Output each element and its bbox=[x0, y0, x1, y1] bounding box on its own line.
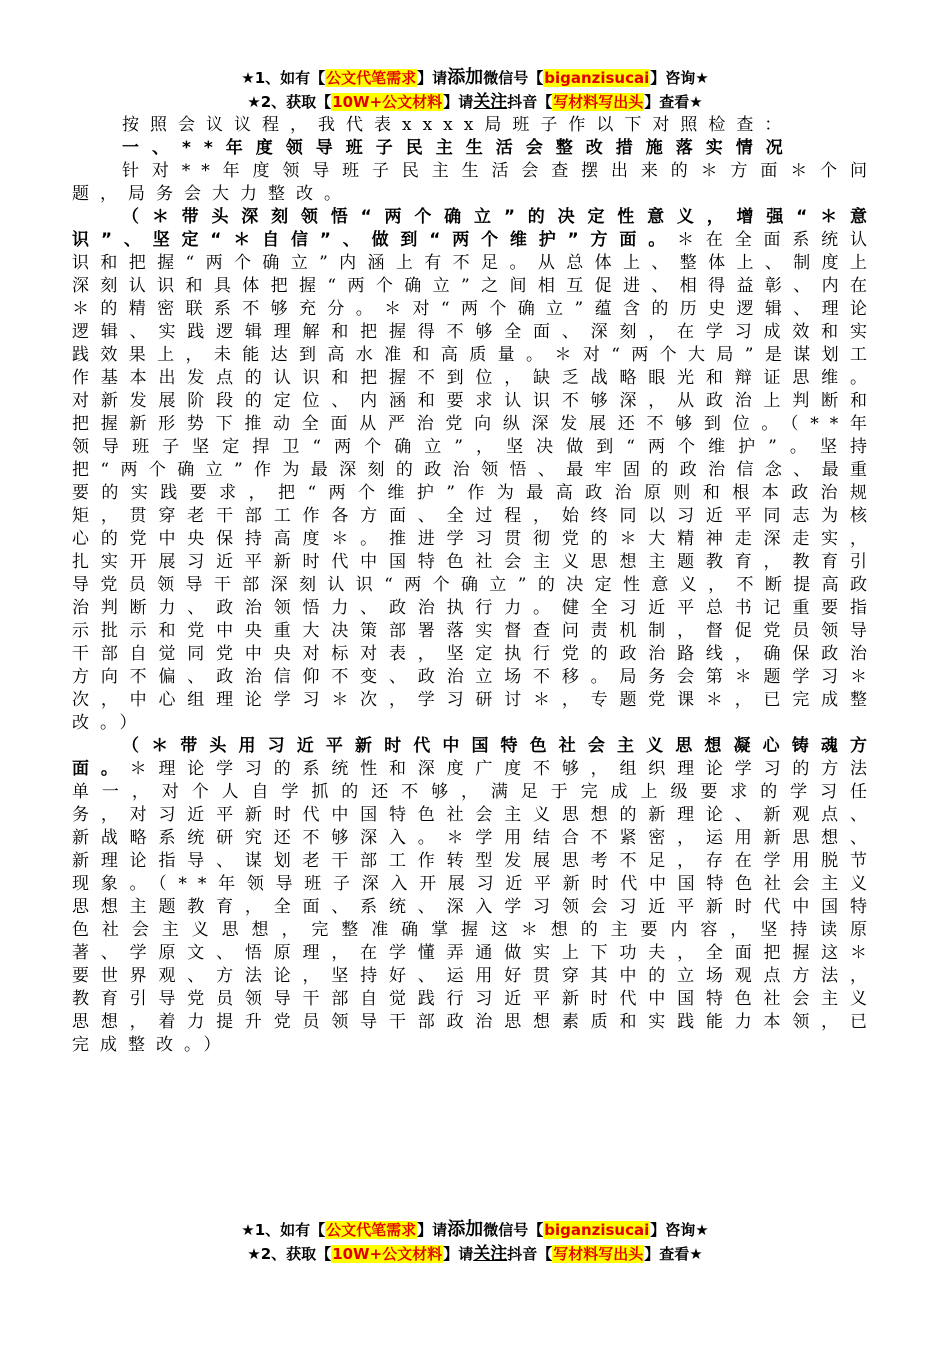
paragraph-3 bbox=[72, 735, 878, 1057]
banner-text: 】咨询★ bbox=[650, 1221, 709, 1239]
banner-highlight: 公文代笔需求 bbox=[326, 69, 417, 87]
banner-line-2 bbox=[72, 1242, 878, 1266]
banner-emphasis: 关注 bbox=[473, 1244, 508, 1264]
banner-text: 】咨询★ bbox=[650, 69, 709, 87]
document-body bbox=[72, 114, 878, 1057]
paragraph-3-text: ＊理论学习的系统性和深度广度不够，组织理论学习的方法单一，对个人自学抓的还不够，满足于完成上级要求的学习任务，对习近平新时代中国特色社会主义思想的新理论、新观点、新战略系统研究还不够深入。＊学用结合不紧密，运用新思想、新理论指导、谋划老干部工作转型发展思考不足，存在学用脱节现象。（**年领导班子深入开展习近平新时代中国特色社会主义思想主题教育，全面、系统、深入学习领会习近平新时代中国特色社会主义思想，完整准确掌握这＊想的主要内容，坚持读原著、学原文、悟原理，在学懂弄通做实上下功夫，全面把握这＊要世界观、方法论，坚持好、运用好贯穿其中的立场观点方法，教育引导党员领导干部自觉践行习近平新时代中国特色社会主义思想，着力提升党员领导干部政治思想素质和实践能力本领，已完成整改。） bbox=[72, 759, 879, 1055]
banner-text: 】请 bbox=[417, 1221, 448, 1239]
banner-highlight: biganzisucai bbox=[544, 1221, 650, 1239]
paragraph-2-text: ＊在全面系统认识和把握“两个确立”内涵上有不足。从总体上、整体上、制度上深刻认识和具体把握“两个确立”之间相互促进、相得益彰、内在＊的精密联系不够充分。＊对“两个确立”蕴含的历史逻辑、理论逻辑、实践逻辑理解和把握得不够全面、深刻，在学习成效和实践效果上，未能达到高水准和高质量。＊对“两个大局”是谋划工作基本出发点的认识和把握不到位，缺乏战略眼光和辩证思维。对新发展阶段的定位、内涵和要求认识不够深，从政治上判断和把握新形势下推动全面从严治党向纵深发展还不够到位。（**年领导班子坚定捍卫“两个确立”，坚决做到“两个维护”。坚持把“两个确立”作为最深刻的政治领悟、最牢固的政治信念、最重要的实践要求，把“两个维护”作为最高政治原则和根本政治规矩，贯穿老干部工作各方面、全过程，始终同以习近平同志为核心的党中央保持高度＊。推进学习贯彻党的＊大精神走深走实，扎实开展习近平新时代中国特色社会主义思想主题教育，教育引导党员领导干部深刻认识“两个确立”的决定性意义，不断提高政治判断力、政治领悟力、政治执行力。健全习近平总书记重要指示批示和党中央重大决策部署落实督查问责机制，督促党员领导干部自觉同党中央对标对表，坚定执行党的政治路线，确保政治方向不偏、政治信仰不变、政治立场不移。局务会第＊题学习＊次，中心组理论学习＊次，学习研讨＊，专题党课＊，已完成整改。） bbox=[72, 230, 879, 733]
banner-highlight: 写材料写出头 bbox=[553, 93, 644, 111]
banner-line-1 bbox=[72, 1218, 878, 1242]
banner-emphasis: 添加 bbox=[447, 1219, 484, 1240]
banner-text: 微信号【 bbox=[483, 1221, 544, 1239]
intro-paragraph: 按照会议议程，我代表xxxx局班子作以下对照检查： bbox=[122, 115, 793, 135]
banner-text: 】请 bbox=[443, 93, 474, 111]
banner-text: 抖音【 bbox=[507, 1245, 553, 1263]
banner-highlight: 写材料写出头 bbox=[553, 1245, 644, 1263]
paragraph-3-lead: （＊带头用习近平新时代中国特色社会主义思想凝心铸魂方面。 bbox=[72, 736, 878, 779]
banner-highlight: 10W+公文材料 bbox=[332, 93, 443, 111]
banner-text: ★2、获取【 bbox=[247, 93, 332, 111]
banner-line-1 bbox=[72, 66, 878, 90]
banner-highlight: 公文代笔需求 bbox=[326, 1221, 417, 1239]
banner-text: 】请 bbox=[417, 69, 448, 87]
banner-text: 】查看★ bbox=[644, 1245, 703, 1263]
banner-line-2 bbox=[72, 90, 878, 114]
paragraph-2 bbox=[72, 206, 878, 735]
banner-emphasis: 添加 bbox=[447, 67, 484, 88]
banner-emphasis: 关注 bbox=[473, 92, 508, 112]
banner-text: ★2、获取【 bbox=[247, 1245, 332, 1263]
banner-text: 抖音【 bbox=[507, 93, 553, 111]
promo-banner-bottom bbox=[72, 1218, 878, 1266]
banner-highlight: 10W+公文材料 bbox=[332, 1245, 443, 1263]
promo-banner-top bbox=[72, 66, 878, 114]
banner-text: 】请 bbox=[443, 1245, 474, 1263]
document-page bbox=[72, 66, 878, 1057]
banner-text: 微信号【 bbox=[483, 69, 544, 87]
banner-text: ★1、如有【 bbox=[241, 1221, 326, 1239]
paragraph-1: 针对**年度领导班子民主生活会查摆出来的＊方面＊个问题，局务会大力整改。 bbox=[72, 161, 878, 204]
section-heading: 一、**年度领导班子民主生活会整改措施落实情况 bbox=[122, 138, 796, 158]
banner-text: ★1、如有【 bbox=[241, 69, 326, 87]
banner-text: 】查看★ bbox=[644, 93, 703, 111]
banner-highlight: biganzisucai bbox=[544, 69, 650, 87]
paragraph-2-lead: （＊带头深刻领悟“两个确立”的决定性意义，增强“＊意识”、坚定“＊自信”、做到“两个维护”方面。 bbox=[72, 207, 878, 250]
